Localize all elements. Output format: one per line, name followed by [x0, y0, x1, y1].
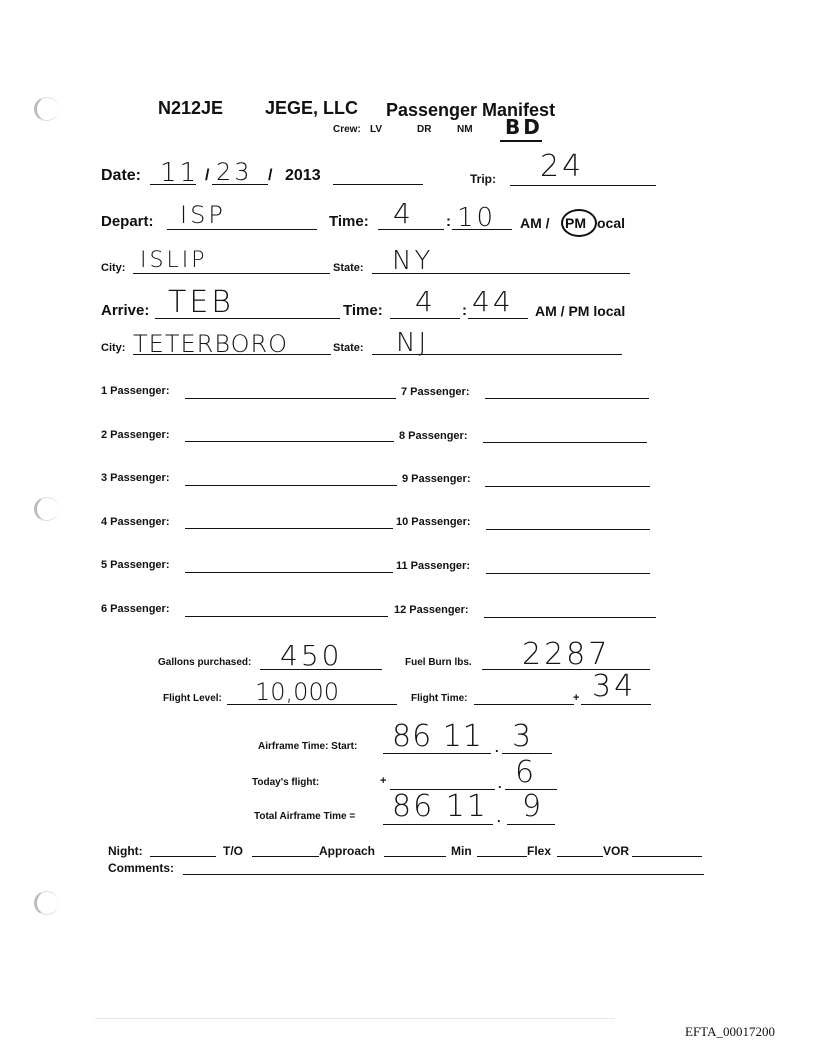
arrive-state[interactable]: NJ — [396, 328, 430, 358]
arrive-time-label: Time: — [343, 302, 383, 319]
passenger-11-label: 11 Passenger: — [396, 560, 470, 572]
comments-label: Comments: — [108, 861, 175, 875]
gallons-line — [260, 669, 382, 670]
todays-flight-tenth[interactable]: 6 — [515, 755, 538, 790]
comments-field[interactable] — [183, 874, 704, 875]
depart-minute-line — [452, 229, 512, 230]
date-day[interactable]: 23 — [216, 158, 253, 186]
passenger-8-field[interactable] — [483, 442, 647, 443]
date-day-line — [212, 184, 268, 185]
passenger-2-field[interactable] — [185, 441, 394, 442]
arrive-minute-line — [468, 318, 528, 319]
flight-time-value[interactable]: 34 — [592, 669, 637, 704]
date-year: 2013 — [285, 167, 321, 184]
date-year-line — [333, 184, 423, 185]
gallons-label: Gallons purchased: — [158, 657, 252, 668]
passenger-12-label: 12 Passenger: — [394, 604, 469, 616]
arrive-airport[interactable]: TEB — [168, 285, 234, 320]
passenger-10-field[interactable] — [486, 529, 650, 530]
airframe-start-whole[interactable]: 86 11 — [392, 719, 483, 754]
passenger-7-label: 7 Passenger: — [401, 386, 470, 398]
fuel-burn-value[interactable]: 2287 — [522, 637, 611, 672]
flight-time-plus: + — [573, 692, 580, 704]
arrive-state-line — [372, 354, 622, 355]
crew-lv: LV — [370, 124, 383, 135]
depart-airport-line — [167, 229, 317, 230]
document-id: EFTA_00017200 — [685, 1024, 775, 1039]
flight-time-line — [581, 704, 651, 705]
date-month-line — [150, 184, 196, 185]
passenger-1-label: 1 Passenger: — [101, 385, 170, 397]
flight-time-hours-line[interactable] — [474, 704, 574, 705]
flight-time-label: Flight Time: — [411, 693, 468, 704]
todays-flight-plus: + — [380, 775, 387, 787]
passenger-7-field[interactable] — [485, 398, 649, 399]
depart-city[interactable]: ISLIP — [140, 248, 208, 273]
passenger-11-field[interactable] — [486, 573, 650, 574]
depart-hour-line — [378, 229, 444, 230]
vor-label: VOR — [603, 844, 630, 858]
arrive-hour[interactable]: 4 — [415, 285, 436, 318]
airframe-start-tenth[interactable]: 3 — [512, 719, 535, 754]
approach-label: Approach — [319, 844, 376, 858]
gallons-value[interactable]: 450 — [280, 639, 343, 672]
scan-artifact-line — [95, 1018, 615, 1019]
total-airframe-label: Total Airframe Time = — [254, 811, 356, 822]
depart-airport[interactable]: ISP — [180, 201, 226, 229]
form-title: Passenger Manifest — [386, 100, 556, 120]
flight-level-value[interactable]: 10,000 — [255, 678, 339, 706]
crew-handwritten: BD — [505, 115, 543, 139]
tail-number: N212JE — [158, 98, 224, 118]
depart-minute[interactable]: 10 — [457, 203, 497, 233]
airframe-start-tenth-line — [502, 753, 552, 754]
punch-hole-bottom — [34, 891, 59, 915]
depart-city-label: City: — [101, 262, 126, 274]
passenger-9-label: 9 Passenger: — [402, 473, 471, 485]
depart-state[interactable]: NY — [392, 246, 434, 276]
passenger-6-field[interactable] — [185, 616, 388, 617]
total-airframe-tenth-line — [507, 824, 555, 825]
flex-field[interactable] — [557, 856, 603, 857]
total-airframe-tenth[interactable]: 9 — [522, 789, 545, 824]
passenger-6-label: 6 Passenger: — [101, 603, 170, 615]
flex-label: Flex — [527, 844, 552, 858]
fuel-burn-label: Fuel Burn lbs. — [405, 657, 472, 668]
crew-dr: DR — [417, 124, 432, 135]
approach-field[interactable] — [384, 856, 446, 857]
arrive-city-label: City: — [101, 342, 126, 354]
passenger-3-field[interactable] — [185, 485, 397, 486]
depart-state-line — [372, 273, 630, 274]
arrive-label: Arrive: — [101, 302, 150, 319]
flight-level-line — [227, 704, 397, 705]
passenger-5-label: 5 Passenger: — [101, 559, 170, 571]
crew-label: Crew: — [333, 124, 361, 135]
depart-ampm: AM / — [520, 215, 550, 231]
date-month[interactable]: 11 — [160, 158, 200, 188]
total-airframe-whole-line — [383, 824, 493, 825]
passenger-9-field[interactable] — [485, 486, 650, 487]
arrive-colon: : — [462, 302, 467, 319]
vor-field[interactable] — [632, 856, 702, 857]
arrive-state-label: State: — [333, 342, 364, 354]
passenger-12-field[interactable] — [484, 617, 656, 618]
depart-hour[interactable]: 4 — [393, 197, 414, 230]
arrive-city[interactable]: TETERBORO — [133, 330, 289, 358]
flight-level-label: Flight Level: — [163, 693, 222, 704]
total-airframe-whole[interactable]: 86 11 — [392, 789, 488, 824]
depart-pm: PM — [565, 215, 586, 231]
todays-flight-label: Today's flight: — [252, 777, 320, 788]
min-field[interactable] — [477, 856, 527, 857]
date-slash-1: / — [205, 167, 210, 184]
arrive-ampm-local: AM / PM local — [535, 303, 626, 319]
to-field[interactable] — [252, 856, 319, 857]
total-airframe-dot: . — [497, 810, 501, 825]
depart-time-label: Time: — [329, 213, 369, 230]
night-field[interactable] — [150, 856, 216, 857]
todays-flight-dot: . — [498, 776, 502, 791]
passenger-5-field[interactable] — [185, 572, 393, 573]
depart-label: Depart: — [101, 213, 154, 230]
punch-hole-top — [34, 97, 59, 121]
punch-hole-middle — [34, 497, 59, 521]
trip-line — [510, 185, 656, 186]
arrive-city-line — [133, 354, 331, 355]
depart-state-label: State: — [333, 262, 364, 274]
arrive-hour-line — [390, 318, 460, 319]
crew-nm: NM — [457, 124, 473, 135]
passenger-4-label: 4 Passenger: — [101, 516, 170, 528]
airframe-start-dot: . — [495, 740, 499, 755]
trip-label: Trip: — [470, 172, 496, 186]
airframe-start-whole-line — [383, 753, 491, 754]
passenger-4-field[interactable] — [185, 528, 393, 529]
depart-colon: : — [446, 213, 451, 230]
arrive-minute[interactable]: 44 — [472, 285, 514, 318]
passenger-3-label: 3 Passenger: — [101, 472, 170, 484]
arrive-airport-line — [155, 318, 340, 319]
depart-city-line — [133, 273, 330, 274]
passenger-1-field[interactable] — [185, 398, 396, 399]
night-label: Night: — [108, 844, 143, 858]
trip-value[interactable]: 24 — [540, 149, 585, 184]
min-label: Min — [451, 844, 472, 858]
company-name: JEGE, LLC — [265, 98, 359, 118]
passenger-8-label: 8 Passenger: — [399, 430, 468, 442]
to-label: T/O — [223, 844, 243, 858]
passenger-10-label: 10 Passenger: — [396, 516, 471, 528]
airframe-start-label: Airframe Time: Start: — [258, 741, 358, 752]
depart-local: ocal — [597, 215, 626, 231]
date-slash-2: / — [268, 167, 273, 184]
date-label: Date: — [101, 167, 142, 184]
crew-underline — [500, 140, 542, 142]
passenger-2-label: 2 Passenger: — [101, 429, 170, 441]
